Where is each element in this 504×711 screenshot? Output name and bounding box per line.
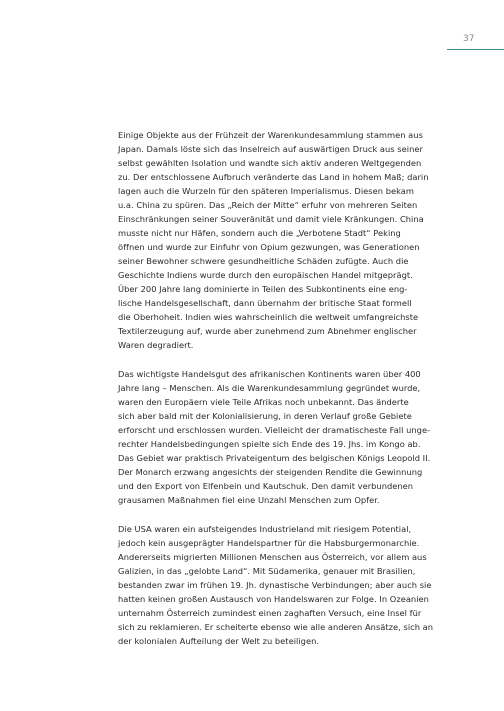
text-line: lische Handelsgesellschaft, dann übernahm der britische Staat formell	[118, 298, 412, 308]
text-line: sich aber bald mit der Kolonialisierung, in deren Verlauf große Gebiete	[118, 411, 412, 421]
text-line: Über 200 Jahre lang dominierte in Teilen des Subkontinents eine eng-	[118, 284, 408, 294]
text-line: Andererseits migrierten Millionen Menschen aus Österreich, vor allem aus	[118, 552, 427, 562]
text-line: Galizien, in das „gelobte Land“. Mit Südamerika, genauer mit Brasilien,	[118, 566, 416, 576]
text-line: Einige Objekte aus der Frühzeit der Warenkundesammlung stammen aus	[118, 130, 423, 140]
text-line: Jahre lang – Menschen. Als die Warenkundesammlung gegründet wurde,	[118, 383, 421, 393]
text-line: unternahm Österreich zumindest einen zaghaften Versuch, eine Insel für	[118, 608, 422, 618]
text-line: selbst gewählten Isolation und wandte sich aktiv anderen Weltgegenden	[118, 158, 422, 168]
text-line: Das wichtigste Handelsgut des afrikanischen Kontinents waren über 400	[118, 369, 421, 379]
text-line: Geschichte Indiens wurde durch den europäischen Handel mitgeprägt.	[118, 270, 413, 280]
text-line: die Oberhoheit. Indien wies wahrscheinlich die weltweit umfangreichste	[118, 312, 419, 322]
text-line: erforscht und erschlossen wurden. Vielleicht der dramatischeste Fall unge-	[118, 425, 431, 435]
text-line: sich zu reklamieren. Er scheiterte ebenso wie alle anderen Ansätze, sich an	[118, 622, 434, 632]
text-line: der kolonialen Aufteilung der Welt zu beteiligen.	[118, 636, 320, 646]
text-line: Einschränkungen seiner Souveränität und damit viele Kränkungen. China	[118, 214, 424, 224]
text-line: hatten keinen großen Austausch von Handelswaren zur Folge. In Ozeanien	[118, 594, 429, 604]
text-line: musste nicht nur Häfen, sondern auch die „Verbotene Stadt“ Peking	[118, 228, 401, 238]
text-line: öffnen und wurde zur Einfuhr von Opium gezwungen, was Generationen	[118, 242, 420, 252]
paragraph-americas-oceania	[118, 522, 443, 648]
text-line: Japan. Damals löste sich das Inselreich auf auswärtigen Druck aus seiner	[118, 144, 423, 154]
body-text	[118, 128, 443, 663]
text-line: rechter Handelsbedingungen spielte sich Ende des 19. Jhs. im Kongo ab.	[118, 439, 421, 449]
text-line: und den Export von Elfenbein und Kautschuk. Den damit verbundenen	[118, 481, 414, 491]
text-line: zu. Der entschlossene Aufbruch veränderte das Land in hohem Maß; darin	[118, 172, 429, 182]
text-line: lagen auch die Wurzeln für den späteren Imperialismus. Diesen bekam	[118, 186, 414, 196]
page-number: 37	[463, 34, 475, 44]
text-line: bestanden zwar im frühen 19. Jh. dynastische Verbindungen; aber auch sie	[118, 580, 432, 590]
text-line: waren den Europäern viele Teile Afrikas noch unbekannt. Das änderte	[118, 397, 409, 407]
text-line: u.a. China zu spüren. Das „Reich der Mitte“ erfuhr von mehreren Seiten	[118, 200, 418, 210]
text-line: Textilerzeugung auf, wurde aber zunehmend zum Abnehmer englischer	[118, 326, 417, 336]
page-number-rule	[447, 49, 504, 50]
text-line: Der Monarch erzwang angesichts der steigenden Rendite die Gewinnung	[118, 467, 423, 477]
text-line: Waren degradiert.	[118, 340, 194, 350]
text-line: Die USA waren ein aufsteigendes Industrieland mit riesigem Potential,	[118, 524, 412, 534]
paragraph-africa	[118, 367, 443, 507]
paragraph-japan-china-india	[118, 128, 443, 352]
text-line: grausamen Maßnahmen fiel eine Unzahl Menschen zum Opfer.	[118, 495, 380, 505]
text-line: Das Gebiet war praktisch Privateigentum des belgischen Königs Leopold II.	[118, 453, 431, 463]
text-line: jedoch kein ausgeprägter Handelspartner für die Habsburgermonarchie.	[118, 538, 420, 548]
text-line: seiner Bewohner schwere gesundheitliche Schäden zufügte. Auch die	[118, 256, 409, 266]
